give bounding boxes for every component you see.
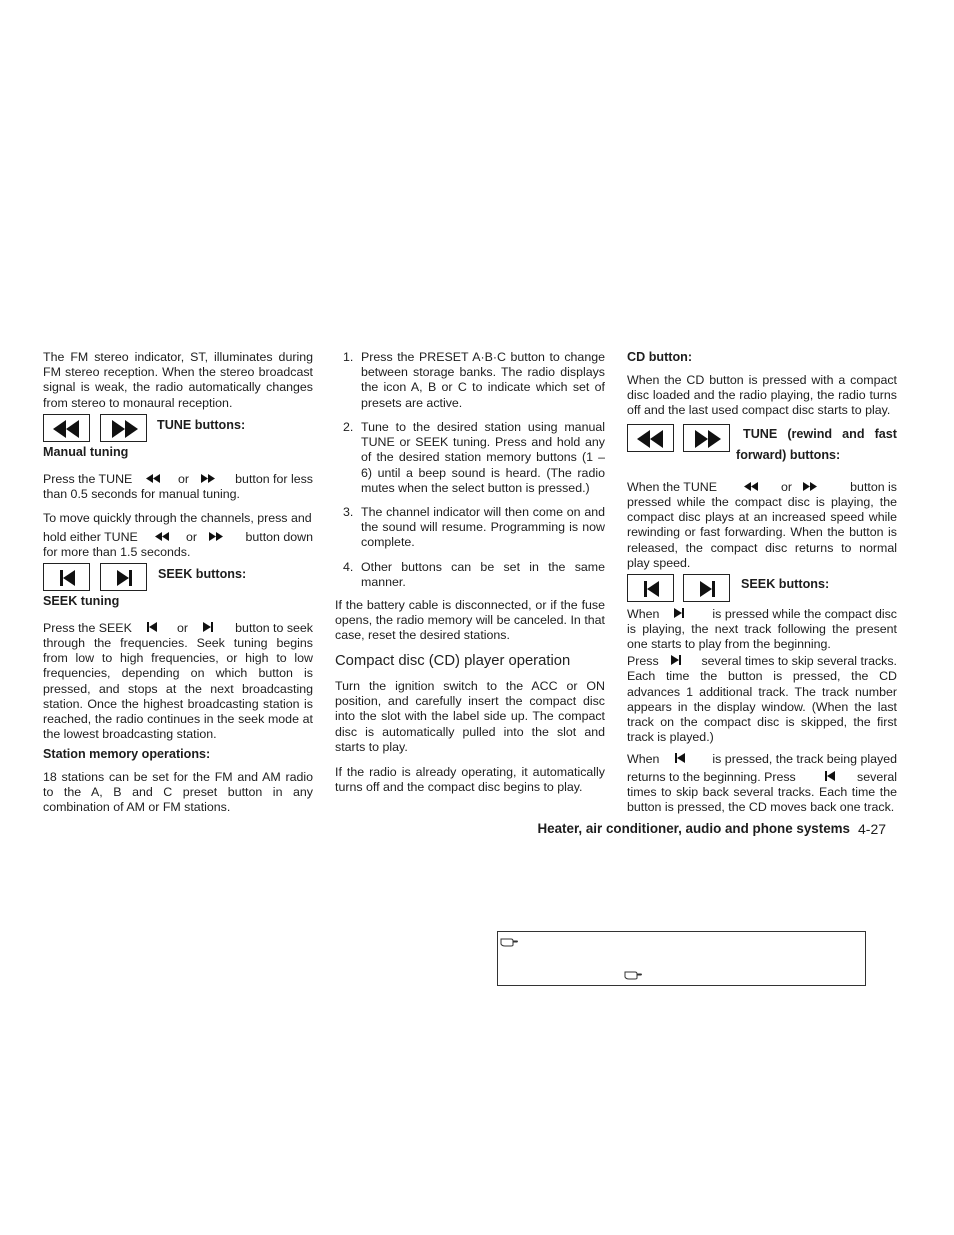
skip-back-icon — [675, 753, 686, 763]
skip-back-icon — [825, 771, 836, 781]
manual-tuning-paragraph-2: To move quickly through the channels, press and hold either TUNE or button down for more than 1.5 seconds. — [43, 511, 313, 560]
rewind-button-illustration — [43, 414, 90, 442]
list-item: 1. Press the PRESET A·B·C button to change between storage banks. The radio displays the icon A, B or C to indicate which set of presets are active. — [343, 350, 605, 410]
battery-paragraph: If the battery cable is disconnected, or if the fuse opens, the radio memory will be canceled. In that case, reset the desired stations. — [335, 598, 605, 643]
fast-forward-icon — [209, 532, 223, 541]
rewind-icon — [146, 474, 160, 483]
seek-tuning-paragraph: Press the SEEK or button to seek through the frequencies. Seek tuning begins from low to high frequencies, or high to low frequencies, depending on which button is pressed, and stops at the next broadcasting station. Once the highest broadcasting station is reached, the radio continues in the seek mode at the lowest broadcasting station. — [43, 621, 313, 742]
seek-buttons-heading: SEEK buttons: — [158, 567, 247, 581]
column-1 — [43, 350, 313, 411]
skip-back-button-illustration — [43, 563, 90, 591]
cd-button-paragraph: When the CD button is pressed with a compact disc loaded and the radio playing, the radio turns off and the last used compact disc starts to play. — [627, 373, 897, 418]
preset-steps-list — [335, 350, 605, 591]
fast-forward-button-illustration — [100, 414, 147, 442]
skip-forward-icon — [674, 608, 685, 618]
rewind-icon — [744, 482, 758, 491]
list-item: 4. Other buttons can be set in the same manner. — [343, 560, 605, 590]
fast-forward-button-illustration — [683, 424, 730, 452]
station-memory-heading: Station memory operations: — [43, 747, 211, 761]
skip-forward-icon — [101, 564, 148, 592]
rewind-icon — [628, 425, 675, 453]
skip-back-icon — [44, 564, 91, 592]
list-item: 2. Tune to the desired station using manual TUNE or SEEK tuning. Press and hold any of the desired station memory buttons (1 – 6) until a beep sound is heard. (The radio mutes when the select button is pressed.) — [343, 420, 605, 495]
list-item: 3. The channel indicator will then come on and the sound will resume. Programming is now complete. — [343, 505, 605, 550]
cd-seek-paragraph-2: When is pressed, the track being played returns to the beginning. Press several times to skip back several tracks. Each time the button is pressed, the CD moves back one track. — [627, 752, 897, 815]
station-memory-paragraph: 18 stations can be set for the FM and AM radio to the A, B and C preset button in any combination of AM or FM stations. — [43, 770, 313, 815]
pointing-hand-icon — [500, 935, 518, 947]
fm-stereo-paragraph: The FM stereo indicator, ST, illuminates during FM stereo reception. When the stereo broadcast signal is weak, the radio automatically changes from stereo to monaural reception. — [43, 350, 313, 410]
seek-tuning-heading: SEEK tuning — [43, 594, 120, 608]
skip-forward-button-illustration — [100, 563, 147, 591]
skip-forward-icon — [671, 655, 682, 665]
cd-player-subheading: Compact disc (CD) player operation — [335, 653, 571, 669]
cd-seek-paragraph-1: When is pressed while the compact disc is playing, the next track following the present one starts to play from the beginning. Press several times to skip several tracks. Each time the button is pressed, the CD advances 1 additional track. The track number appears in the display window. (When the last track on the compact disc is skipped, the first track is played.) — [627, 607, 897, 745]
tune-buttons-heading: TUNE buttons: — [157, 418, 246, 432]
pointing-hand-icon — [624, 968, 642, 980]
footer-section-title: Heater, air conditioner, audio and phone systems — [537, 821, 850, 836]
cd-seek-heading: SEEK buttons: — [741, 577, 830, 591]
skip-back-icon — [147, 622, 158, 632]
skip-forward-button-illustration — [683, 574, 730, 602]
fast-forward-icon — [101, 415, 148, 443]
cd-tune-heading-line1: TUNE (rewind and fast — [743, 427, 897, 441]
fast-forward-icon — [201, 474, 215, 483]
cd-tune-paragraph: When the TUNE or button is pressed while the compact disc is playing, the compact disc plays at an increased speed while rewinding or fast forwarding. When the button is released, the compact disc returns to normal play speed. — [627, 480, 897, 570]
fast-forward-icon — [684, 425, 731, 453]
page-number: 4-27 — [858, 821, 887, 837]
cd-button-heading: CD button: — [627, 350, 693, 364]
rewind-button-illustration — [627, 424, 674, 452]
rewind-icon — [155, 532, 169, 541]
fast-forward-icon — [803, 482, 817, 491]
cd-tune-heading-line2: forward) buttons: — [736, 448, 841, 462]
rewind-icon — [44, 415, 91, 443]
skip-back-button-illustration — [627, 574, 674, 602]
cd-radio-paragraph: If the radio is already operating, it automatically turns off and the compact disc begins to play. — [335, 765, 605, 795]
skip-forward-icon — [684, 575, 731, 603]
skip-forward-icon — [203, 622, 214, 632]
cd-insert-paragraph: Turn the ignition switch to the ACC or ON position, and carefully insert the compact disc into the slot with the label side up. The compact disc is automatically pulled into the slot and starts to play. — [335, 679, 605, 754]
manual-tuning-heading: Manual tuning — [43, 445, 129, 459]
reference-note-box — [497, 931, 866, 986]
skip-back-icon — [628, 575, 675, 603]
manual-tuning-paragraph-1: Press the TUNE or button for less than 0.5 seconds for manual tuning. — [43, 472, 313, 501]
